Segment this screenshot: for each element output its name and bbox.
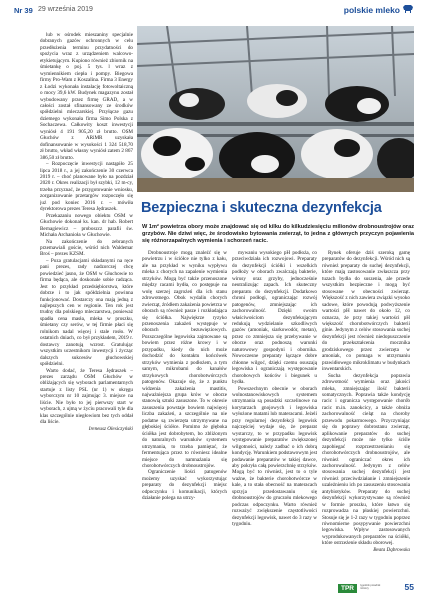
- tpr-subtitle: tygodnik poradnik rolniczy: [360, 584, 381, 590]
- article-column-1: [40, 32, 133, 574]
- paragraph: Rynek oferuje dziś szeroką gamę preparatów do dezynfekcji. Wśród nich są również preparaty do suchej dezynfekcji, które mają zastosowanie zwłaszcza przy tuzach bydła do suszenia, ale przede wszystkim bezpieczne i mogą być stosowane w obecności zwierząt. Większość z nich zawiera związki wysoko sadowe, które powodują podwyższenie wartości pH nawet do około 12, co oznacza, że przy takiej wartości pH większość chorobotwórczych bakterii ginie. Jedynym z celów stosowania suchej dezynfekcji jest również niedopuszczenie do przekształcenia mocznika grodziskowego przez zwierzęta w amoniak, co pomaga w utrzymaniu prawidłowego mikroklimatu w budynkach inwentarskich.: [322, 250, 410, 373]
- paragraph: Ograniczenie liości patogenów możemy uzyskać wykorzystując preparaty do dezynfekcji miejsc odpoczynku i komunikacji, których działanie polega na utrzy-: [142, 469, 227, 502]
- paragraph: Przekazaniu nowego obiektu OSM w Głuchowie dokonał ks. kan. dr hab. Robert Bernagiewicz – proboszcz parafii św. Michała Archanioła w Głuchowie.: [40, 212, 133, 239]
- article-column-2: [142, 250, 227, 578]
- paragraph: Na zakończenie do zebranych przemawiali goście, wśród nich Waldemar Broś – prezes KZSM.: [40, 238, 133, 258]
- article-lead: W 1m² powietrza obory może znajdować się od kilku do kilkudziesięciu milionów drobnoustrojów oraz grzybów. Nie dziwi więc, że środowisko bytowania zwierząt, to jedna z głównych przyczyn pojawienia się różnorzapalnych wymienia i schorzeń racic.: [142, 224, 414, 244]
- paragraph: lub w ośrodek mieszaniny specjalnie dobranych gazów ochronnych w celu przedłużenia terminu przydatności do spożycia wraz z urządzeniem walcowo-etykietującym. Kupiono również zbiornik na śmietankę o poj. 5 tys. l wraz z wymiennikiem ciepła i pompy. Biegowa firmy Pro-Wam z Koszalina. Firma 3 Energy z Łodzi wykonała instalację fotowoltaiczną o mocy 39,6 kW. Budynek magazynu został wybudowany przez firmę GRAD, a w całości został sfinansowany ze środków spółdzielni mleczarskiej. Przyłącze gazu dziemego wykonała firma Simo Polska z Sochaczewa. Całkowity koszt inwestycji wyniósł 4 191 905,20 zł brutto. OSM Głuchów z ARiMR uzyskała dofinansowanie w wysokości 1 324 518,70 zł brutto, wkład własny wyniósł zatem 2 867 386,50 zł brutto.: [40, 32, 133, 161]
- issue-number: Nr 39: [14, 6, 33, 15]
- issue-date: 29 września 2019: [38, 6, 93, 13]
- brand-title: polskie mleko: [343, 5, 400, 15]
- paragraph: Warto dodać, że Teresa Jędraszek – prezes zarządu OSM Głuchów w obliżających się wyborach parlamentarnych startuje z listy PSL (nr 1) w okręgu wyborczym nr 10 zajmując 3. miejsce na liście. Nie było to jej pierwszy start w wyborach, z ujmą w życiu pracowali tyle dla klas szczególnie niegłowiom bez tych oddał dla liście.: [40, 367, 133, 426]
- paragraph: Powszechnym obecnie w oborach wolnostanowiskowych systemem utrzymania są posadzki szczelinowe na korytarzach gnojowych i legowiska wyłożone matami lub materacami. Jeżeli przy regularnej dezynfekcji legowisk najczęściej wydaje się, że preparat wystarczy, to w przypadku legowisk występowanie preparatów zwiększonej wilgotności, należy zadbać o ich dobrą kondycję. Warunkiem podstawowym jest podawanie preparatów w takiej dawce, aby pokryła całą powierzchnię strzyków. Mogą być to również, jest to o tyle ważne, że bakterie chorobotwórcze w kale, a to stała obecność na materacach sprzyja przedostawaniu się drobnoustrojów do gruczołu mlekowego podczas odpoczynku. Warto również rozważyć zwiększenie częstotliwości dezynfekcji legowisk, nawet do 3 razy w tygodniu.: [232, 385, 317, 528]
- cow-icon: [402, 3, 414, 14]
- author-signature: Beata Dąbrowska: [373, 546, 410, 553]
- paragraph: Drobnoustroje mogą znaleźć się w powietrzu i w ściółce nie tylko z kału, ale na przykład w wyniku wypływu mleka z chorych na zapalenie wymienia strzyków. Mogą być także przenoszone między racami bydła, co postępuje na wolę szerzej zagrożeń dla ich stanu zdrowotnego. Obok wydalin chorych zwierząt, źródłem zakażenia powietrza w oborach są również pasze i rozkładająca się ściółka. Najwiękrze ryzyko przenoszenia zakażeń występuje w oborach bezuwięziowych. Pozszczególne legowiska zajmowane są bowiem przez różne krowy i w przypadku, kiedy do nich może dochodzić do kontaktu końcówek strzyków wymienia z podłożem, a tym samym, mikrobami do kanałów strzykowych chorobotwórczych patogenów. Okazuje się, że z punktu widzenia zakażenia mastitis, najważniejsza grupa krów w oborze stanowią sztuki zasuszone. To w okresie zasuszenia powstaje bowiem najwięcej liczba zakażeń, a szczególnie na nie podatne są zwierzęta utrzymywane na głębokiej ściółce. Pomimo że głęboka ściółka jest dobrobytem, bo zbliżonym do naturalnych warunków systemem utrzymania, to trzeba pamiętać, że fermentująca przez to równiesz idealne miejsce do namnażania się chorobotwórczych drobnoustrojów.: [142, 250, 227, 469]
- article-title: Bezpieczna i skuteczna dezynfekcja: [141, 200, 382, 216]
- page-number: 55: [404, 582, 414, 592]
- article-column-4: [322, 250, 410, 580]
- paragraph: – Poza gratulacjami składanymi na ręce pani prezes, rady nadzorczej chcę powiedzieć jasno, że OSM w Głuchowie to firma będąca, ale doskonale sobie radząca. Jest to przykład przedsiębiorstwa, które dobrze i to jak spółdzielnia powinna funkcjonować. Dostarczy ona mają jedną z najlepszych cen w regionie. Ten rok jest trudny dla polskiego mleczarstwa, ponieważ spadła cena masła, mleka w proszku, śmietany czy serów, w tej firmie płaci się rolnikom nadal więcej i stale rosło. W ostatnich dniach, co był przykładem, 2019 r. dostawcy zanotują wzrost. Gratulując wszystkim uczestnikom inwestycji i życząc dalszych sukcesów głuchowskiej spółdzielni.: [40, 257, 133, 368]
- paragraph: Sucha dezynfekcja poprawia zdrowotność wymienia oraz jakości mleka, zmniejszając ilość bakterii somatycznych. Poprawia także kondycję racic i ogranicza występowanie chorób racic m.in. zanokcicy, a także obniża zachorowalność cieląt na choroby przewodu pokarmowego. Przyczyniając się do poprawy dobrostanu zwierząt, aplikowanie preparatów do suchej dezynfekcji może nie tylko ściśle zapobiegać rozprzestrzenianiu się chorobotwórczych drobnoustrojów, ale również ograniczać okres ich zachorowalność. Jedynym z celów stosowania suchej dezynfekcji jest również przeciwdziałanie i zmniejszenie uzależnieniu ich po zasuszeniu stosowania antybiotyków. Preparaty do suchej dezynfekcji wykorzystywane są również w formie proszku, które łatwo się rozprowadza na płaskiej powierzchni. Stosuje się je 1-2 razy w tygodniu poprzez równomierne posypywanie powierzchni legowiska. Wpływ zastosowanych wyprodukowanych preparatów na ściółki, które ostrzeżenie składu oborowej.: [322, 372, 410, 547]
- cows-in-barn-photo: [137, 26, 414, 192]
- page-footer: [0, 580, 424, 600]
- paragraph: mywaniu wysokiego pH podłoża, co przeciwdziała ich rozwojowi. Preparaty do dezynfekcji ściółki i wszelkich podłoży w oborach zwalczają bakterie, wirusy oraz grzyby, jednocześnie neutralizując zapach. Ich skuteczny preparatu do dezynfekcji. Dodatkowo chroni podłogi, ograniczając rozwój patogenów, zmniejszając ich zachorowalność. Dzięki swoim właściwościom dezynfekującym redukują wydzielanie szkodliwych gazów (amoniak, siarkowodór, metan), przez co zmniejsza się przebywanie w oborze oraz podnoszą warunki naturowowy gospodyni i obornika. Nowoczesne preparaty łączące dobre chłonne wilgoć, dzięki czemu osuszają legowiska i ograniczają występowanie chorobowych końców i biegunek u bydła.: [232, 250, 317, 386]
- tpr-logo: TPR: [338, 584, 357, 593]
- paragraph: – Rozpoczęcie inwestycji nastąpiło 25 lipca 2018 r., a jej zakończenie 30 czerwca 2019 r. – choć planowane było na pozdział 2020 r. Okres realizacji był szybki, 12 m-cy, trzeba przyznać, że przygotowanie wniosku, zorganizowanie przetargów rozpoczęło się już pod koniec 2016 r. – mówiła dyrektorowa prezes Teresa Jędraszek.: [40, 161, 133, 213]
- article-column-3: [232, 250, 317, 578]
- author-signature: Ireneusz Olesiczyński: [88, 425, 133, 432]
- photo-illustration: [137, 26, 414, 192]
- page-header: [10, 6, 414, 20]
